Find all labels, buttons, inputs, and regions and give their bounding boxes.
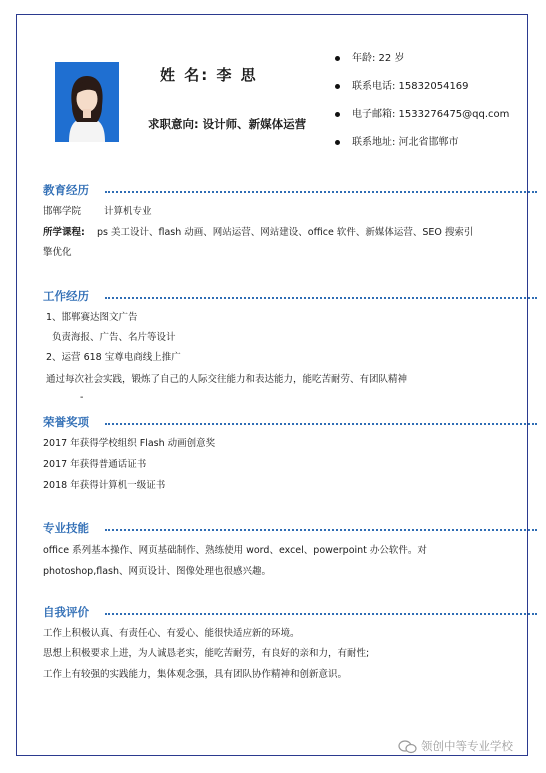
- work-item: -: [80, 392, 84, 403]
- skill-line: photoshop,flash、网页设计、图像处理也很感兴趣。: [43, 566, 272, 577]
- work-item: 负责海报、广告、名片等设计: [52, 332, 176, 343]
- section-skills: [43, 520, 503, 536]
- work-item: 通过每次社会实践，锻炼了自己的人际交往能力和表达能力，能吃苦耐劳、有团队精神: [46, 374, 408, 385]
- profile-photo: [55, 62, 119, 142]
- courses-text: ps 美工设计、flash 动画、网站运营、网站建设、office 软件、新媒体运营、SEO 搜索引: [97, 227, 474, 238]
- dotted-divider: [105, 191, 537, 193]
- major: 计算机专业: [104, 206, 152, 217]
- school: 邯郸学院: [43, 206, 82, 217]
- job-intent: 求职意向: 设计师、新媒体运营: [148, 117, 307, 131]
- award-item: 2017 年获得普通话证书: [43, 459, 147, 470]
- bullet-icon: [335, 140, 340, 145]
- watermark: 领创中等专业学校: [421, 739, 513, 753]
- bullet-icon: [335, 56, 340, 61]
- dotted-divider: [105, 423, 537, 425]
- portrait-image: [55, 62, 119, 142]
- dotted-divider: [105, 529, 537, 531]
- dotted-divider: [105, 297, 537, 299]
- dotted-divider: [105, 613, 537, 615]
- section-evaluation: [43, 604, 503, 620]
- evaluation-line: 思想上积极要求上进，为人诚恳老实，能吃苦耐劳，有良好的亲和力，有耐性;: [43, 648, 370, 659]
- bullet-icon: [335, 84, 340, 89]
- wechat-icon: [398, 740, 418, 754]
- section-title: 教育经历: [43, 183, 89, 197]
- section-title: 自我评价: [43, 605, 89, 619]
- bullet-icon: [335, 112, 340, 117]
- section-work: [43, 288, 503, 304]
- name: 姓 名: 李 思: [160, 66, 258, 84]
- skill-line: office 系列基本操作、网页基础制作、熟练使用 word、excel、powerpoint 办公软件。对: [43, 545, 427, 556]
- evaluation-line: 工作上积极认真、有责任心、有爱心、能很快适应新的环境。: [43, 628, 300, 639]
- award-item: 2018 年获得计算机一级证书: [43, 480, 166, 491]
- section-title: 工作经历: [43, 289, 89, 303]
- work-item: 2、运营 618 宝尊电商线上推广: [46, 352, 181, 363]
- section-education: [43, 182, 503, 198]
- courses-text-cont: 擎优化: [43, 247, 72, 258]
- courses-label: 所学课程:: [43, 227, 85, 238]
- award-item: 2017 年获得学校组织 Flash 动画创意奖: [43, 438, 216, 449]
- section-title: 专业技能: [43, 521, 89, 535]
- section-awards: [43, 414, 503, 430]
- section-title: 荣誉奖项: [43, 415, 89, 429]
- evaluation-line: 工作上有较强的实践能力，集体观念强，具有团队协作精神和创新意识。: [43, 669, 348, 680]
- work-item: 1、邯郸赛达图文广告: [46, 312, 138, 323]
